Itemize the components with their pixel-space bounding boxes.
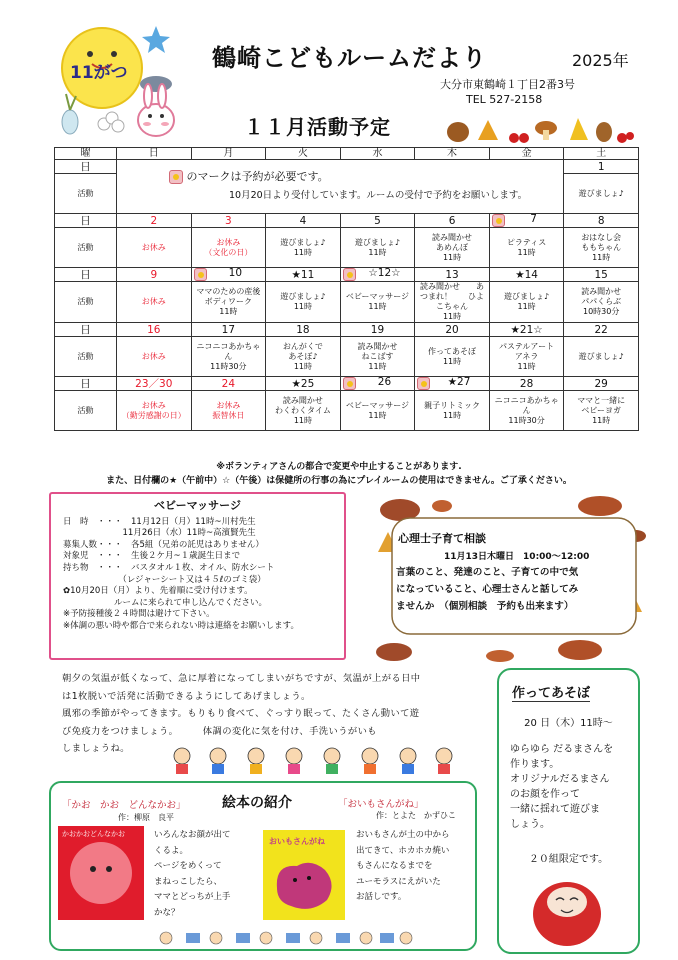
craft-event-limit: ２０組限定です。: [528, 854, 609, 865]
weekday-header: 金: [489, 148, 564, 160]
day-cell: [191, 268, 266, 282]
activity-line: 遊びましょ♪: [280, 292, 326, 301]
book1-line: まねっこしたら、: [154, 876, 223, 887]
volunteer-note: ※ボランティアさんの都合で変更や中止することがあります.: [216, 462, 462, 472]
counseling-date: 11月13日木曜日 10:00～12:00: [444, 552, 590, 562]
weekday-header: 日: [117, 148, 192, 160]
activity-cell: [489, 337, 564, 377]
message-line: しましょうね。: [62, 743, 130, 754]
day-cell: [340, 323, 415, 337]
day-number: 6: [448, 214, 456, 227]
activity-cell: [117, 228, 192, 268]
craft-line: のお顔を作って: [510, 789, 580, 800]
day-number: 16: [147, 323, 161, 336]
craft-line: 一緒に揺れて遊びま: [510, 804, 600, 815]
day-cell: [340, 214, 415, 228]
baby-massage-line: 持ち物 ・・・ バスタオル１枚、オイル、防水シート: [63, 562, 275, 573]
day-number: 18: [296, 323, 310, 336]
activity-line: ボディワーク: [204, 297, 253, 306]
day-number: ★11: [291, 268, 315, 281]
day-number: 5: [374, 214, 381, 227]
book2-description: [356, 828, 468, 906]
day-cell: [489, 377, 564, 391]
message-line: び免疫力をつけましょう。 体調の変化に気を付け、手洗いうがいも: [62, 725, 377, 737]
day-number: 9: [150, 268, 158, 281]
activity-cell: [564, 391, 639, 431]
activity-line: つまれ！ ひよ: [420, 292, 485, 301]
activity-line: ももちゃん: [581, 242, 622, 252]
day-cell: [117, 323, 192, 337]
day-number: ★25: [291, 377, 315, 390]
activity-line: ねこばす: [361, 351, 394, 361]
weekday-header: 水: [340, 148, 415, 160]
address: 大分市東鶴崎１丁目2番3号: [440, 78, 575, 91]
activity-line: パステルアート: [498, 341, 555, 351]
activity-line: ベビーマッサージ: [345, 292, 410, 301]
activity-line: お休み: [141, 297, 166, 306]
day-cell: [564, 214, 639, 228]
day-cell: [266, 323, 341, 337]
activity-line: 11時: [368, 247, 387, 257]
day-cell: [415, 214, 490, 228]
activity-line: お休み: [216, 237, 241, 247]
activity-line: おはなし会: [581, 232, 622, 242]
activity-line: アネラ: [514, 351, 539, 361]
day-cell: [266, 268, 341, 282]
day-cell: [564, 268, 639, 282]
activity-line: 振替休日: [212, 410, 245, 420]
baby-massage-line: 11月26日（水）11時~高濱賢先生: [63, 528, 256, 539]
newsletter-title: 鶴崎こどもルームだより: [212, 44, 487, 72]
row-label-activity: 活動: [55, 174, 117, 214]
reservation-mark-icon: [343, 377, 356, 390]
reservation-mark-icon: [343, 268, 356, 281]
book2-title: 「おいもさんがね」: [338, 799, 424, 810]
baby-massage-line: 日 時 ・・・ 11月12日（月）11時~川村先生: [63, 516, 256, 527]
activity-line: 親子リトミック: [424, 400, 480, 410]
counseling-line: ませんか （個別相談 予約も出来ます）: [396, 601, 574, 612]
day-number: 2: [150, 214, 158, 227]
book2-line: おいもさんが土の中から: [356, 830, 450, 840]
activity-line: 11時: [293, 361, 312, 371]
day-number: 3: [225, 214, 232, 227]
row-label-day: 日: [55, 377, 117, 391]
activity-cell: [564, 228, 639, 268]
day-number: 15: [594, 268, 608, 281]
activity-line: 11時30分: [210, 361, 247, 371]
activity-cell: [266, 391, 341, 431]
activity-line: 11時: [368, 410, 387, 420]
day-number: ☆12☆: [368, 267, 401, 279]
activity-line: ベビーマッサージ: [345, 400, 410, 410]
day-cell: [266, 214, 341, 228]
face-illustration: [70, 842, 132, 904]
day-cell: [489, 323, 564, 337]
day-number: 4: [299, 214, 307, 227]
activity-line: 11時: [368, 361, 387, 371]
baby-massage-box: [49, 492, 346, 660]
counseling-title: 心理士子育て相談: [398, 532, 486, 545]
activity-cell: [564, 337, 639, 377]
day-number: 7: [530, 213, 537, 225]
activity-cell: [266, 228, 341, 268]
baby-massage-details: [63, 517, 332, 633]
row-label-day: 日: [55, 214, 117, 228]
activity-cell: [117, 282, 192, 323]
notice-line: 10月20日より受付しています。ルームの受付で予約をお願いします。: [229, 190, 528, 201]
picture-book-title: 絵本の紹介: [222, 795, 292, 811]
activity-line: 11時: [517, 361, 536, 371]
activity-line: 11時: [442, 410, 462, 420]
activity-cell: [489, 282, 564, 323]
activity-cell: [191, 337, 266, 377]
day-number: 8: [597, 214, 605, 227]
baby-massage-line: 募集人数・・・ 各5組（兄弟の託児はありません）: [63, 539, 264, 550]
day-number: ★21☆: [510, 323, 543, 336]
book2-author: 作：とよた かずひこ: [376, 811, 456, 820]
counseling-line: 言葉のこと、発達のこと、子育ての中で気: [396, 567, 579, 578]
book2-cover: [263, 830, 345, 920]
activity-line: ニコニコあかちゃん: [196, 341, 261, 361]
baby-massage-line: ※予防接種後２４時間は避けて下さい。: [63, 609, 215, 620]
activity-cell: [191, 282, 266, 323]
day-number: ★27: [447, 376, 471, 388]
day-number: 17: [221, 323, 236, 336]
reservation-mark-icon: [417, 377, 430, 390]
book1-line: いろんなお顔が出て: [154, 830, 231, 840]
row-label-activity: 活動: [55, 337, 117, 377]
activity-line: わくわくタイム: [274, 405, 331, 415]
activity-line: 11時: [293, 415, 312, 425]
activity-cell: [340, 337, 415, 377]
day-cell: [340, 377, 415, 391]
activity-line: 作ってあそぼ: [428, 346, 477, 356]
day-number: 28: [519, 377, 534, 390]
activity-line: 10時30分: [583, 307, 620, 316]
day-number: 24: [221, 377, 236, 390]
activity-line: 11時: [592, 415, 611, 425]
activity-line: 11時: [592, 252, 611, 262]
day-cell: [117, 214, 192, 228]
activity-line: 11時: [368, 302, 387, 311]
day-number: 19: [370, 323, 385, 336]
day-cell: [415, 377, 490, 391]
activity-line: 11時: [293, 302, 312, 311]
weekday-header: 木: [415, 148, 490, 160]
row-label-activity: 活動: [55, 391, 117, 431]
daruma-image: [528, 872, 606, 948]
book1-description: [154, 828, 248, 921]
book2-cover-title: おいもさんがね: [269, 837, 325, 846]
activity-cell: [489, 228, 564, 268]
book1-cover-title: かおかおどんなかお: [62, 830, 125, 838]
day-number: 10: [228, 267, 243, 279]
message-line: 風邪の季節がやってきます。もりもり食べて、ぐっすり眠って、たくさん動いて遊: [62, 708, 420, 719]
day-cell: 1: [564, 160, 639, 174]
activity-line: お休み: [141, 242, 166, 252]
row-label-activity: 活動: [55, 228, 117, 268]
activity-line: ニコニコあかちゃん: [494, 395, 559, 415]
day-cell: [340, 268, 415, 282]
craft-line: オリジナルだるまさん: [510, 774, 610, 785]
activity-line: こちゃん: [436, 302, 469, 311]
activity-cell: [415, 391, 490, 431]
message-line: 朝夕の気温が低くなって、急に厚着になってしまいがちですが、気温が上がる日中: [62, 673, 421, 684]
activity-line: お休み: [141, 351, 166, 361]
activity-line: 読み聞かせ: [432, 232, 473, 242]
activity-cell: [340, 282, 415, 323]
reservation-mark-icon: [492, 214, 505, 227]
activity-cell: [117, 391, 192, 431]
activity-line: 読み聞かせ: [581, 287, 622, 296]
craft-line: ゆらゆら だるまさんを: [510, 744, 614, 755]
row-label-day: 日: [55, 268, 117, 282]
book1-line: かな？: [154, 907, 180, 918]
counseling-line: になっていること、心理士さんと話してみ: [396, 584, 579, 595]
activity-line: お休み: [141, 400, 166, 410]
activity-line: 11時: [442, 356, 462, 366]
baby-massage-title: ベビーマッサージ: [154, 499, 241, 512]
phone-number: TEL 527-2158: [466, 93, 543, 106]
activity-cell: 遊びましょ♪: [564, 174, 639, 214]
row-label-day: 日: [55, 323, 117, 337]
day-cell: [489, 214, 564, 228]
activity-cell: [415, 228, 490, 268]
activity-line: 11時: [517, 247, 536, 257]
activity-line: 読み聞かせ あ: [420, 282, 485, 291]
day-cell: [191, 377, 266, 391]
activity-line: あそぼ♪: [288, 351, 318, 361]
calendar-weeks: [55, 214, 639, 431]
craft-event-date: 20 日（木）11時～: [524, 718, 613, 729]
weekday-header: 月: [191, 148, 266, 160]
activity-line: 遊びましょ♪: [578, 351, 624, 361]
activity-line: お休み: [216, 400, 241, 410]
activity-line: （文化の日）: [204, 247, 253, 257]
day-number: 23／30: [135, 377, 173, 390]
activity-cell: [340, 228, 415, 268]
book1-line: ページをめくって: [154, 861, 222, 871]
plan-title: １１月活動予定: [244, 115, 391, 139]
reservation-mark-icon: [194, 268, 207, 281]
craft-event-title: 作ってあそぼ: [512, 682, 590, 702]
activity-cell: [117, 337, 192, 377]
book1-title: 「かお かお どんなかお」: [62, 800, 186, 811]
activity-calendar: [54, 147, 639, 431]
activity-line: 11時: [219, 307, 238, 316]
reservation-mark-icon: [169, 170, 183, 184]
activity-cell: [489, 391, 564, 431]
autumn-decoration: [444, 112, 634, 146]
day-cell: [191, 214, 266, 228]
day-cell: [117, 268, 192, 282]
activity-cell: [191, 228, 266, 268]
activity-cell: [415, 282, 490, 323]
row-label-activity: 活動: [55, 282, 117, 323]
message-line: は1枚脱いで活発に活動できるようにしてあげましょう。: [62, 690, 311, 702]
reservation-notice: [117, 160, 564, 214]
activity-line: おんがくで: [282, 341, 323, 351]
day-cell: [415, 268, 490, 282]
baby-massage-line: 対象児 ・・・ 生後２ケ月~１歳誕生日まで: [63, 551, 241, 562]
day-cell: [564, 323, 639, 337]
activity-cell: [415, 337, 490, 377]
day-number: 13: [445, 268, 459, 281]
children-illustration: [170, 742, 460, 778]
activity-cell: [266, 337, 341, 377]
day-number: 22: [594, 323, 608, 336]
day-number: 26: [377, 376, 392, 388]
weekday-header: 土: [564, 148, 639, 160]
month-badge: 11がつ: [70, 63, 128, 83]
day-cell: [489, 268, 564, 282]
book2-line: お話しです。: [356, 892, 407, 902]
craft-line: しょう。: [510, 819, 550, 830]
activity-line: 11時: [293, 247, 312, 257]
day-number: 20: [445, 323, 459, 336]
craft-line: 作ります。: [510, 759, 560, 770]
activity-line: ママのための産後: [196, 287, 261, 296]
activity-line: ピラティス: [506, 237, 547, 247]
book2-line: ユーモラスにえがいた: [356, 876, 441, 887]
baby-massage-line: （レジャーシート又は４５ℓのゴミ袋）: [63, 574, 266, 585]
activity-line: 11時: [442, 252, 462, 262]
health-center-note: また、日付欄の★（午前中）☆（午後）は保健所の行事の為にプレイルームの使用はできません。ご了承ください。: [106, 476, 572, 486]
activity-line: 遊びましょ♪: [280, 237, 326, 247]
day-number: ★14: [515, 268, 538, 281]
book2-line: もさんになるまでを: [356, 861, 433, 871]
day-cell: [415, 323, 490, 337]
baby-massage-line: ※体調の悪い時や都合で来られない時は連絡をお願いします。: [63, 620, 299, 631]
activity-line: 遊びましょ♪: [504, 292, 550, 301]
activity-line: あめんぼ: [436, 242, 469, 252]
day-cell: [191, 323, 266, 337]
activity-cell: [340, 391, 415, 431]
activity-line: 11時: [517, 302, 536, 311]
day-cell: [117, 377, 192, 391]
book1-author: 作：柳原 良平: [118, 813, 174, 822]
row-label-day: 日: [55, 160, 117, 174]
day-number: 29: [594, 377, 608, 390]
weekday-header: 火: [266, 148, 341, 160]
activity-line: 11時: [442, 312, 462, 321]
book2-line: 出てきて、ホカホカ焼い: [356, 845, 450, 856]
activity-line: （勤労感謝の日）: [121, 410, 186, 420]
book1-line: ママとどっちが上手: [154, 892, 231, 902]
activity-line: 11時30分: [508, 415, 545, 425]
activity-cell: [564, 282, 639, 323]
counseling-body: [396, 564, 634, 615]
baby-massage-line: ルームに来られて申し込んでください。: [63, 597, 268, 608]
book1-cover: [58, 826, 144, 920]
day-cell: [564, 377, 639, 391]
activity-cell: [266, 282, 341, 323]
book1-line: くるよ。: [154, 845, 189, 856]
day-cell: [266, 377, 341, 391]
activity-cell: [191, 391, 266, 431]
weekday-header: 曜: [55, 148, 117, 160]
notice-line: のマークは予約が必要です。: [186, 170, 329, 183]
baby-massage-line: ✿10月20日（月）より、先着順に受け付けます。: [63, 586, 253, 597]
activity-line: ベビーヨガ: [581, 405, 622, 415]
sweet-potato-illustration: [271, 854, 337, 912]
craft-event-description: [510, 742, 634, 832]
activity-line: 読み聞かせ: [282, 395, 323, 405]
activity-line: ママと一緒に: [577, 395, 626, 405]
activity-line: 読み聞かせ: [357, 341, 398, 351]
book-icons-border: [158, 930, 414, 946]
activity-line: 遊びましょ♪: [354, 237, 401, 247]
year-label: 2025年: [572, 51, 629, 70]
activity-line: パパくらぶ: [581, 297, 622, 306]
